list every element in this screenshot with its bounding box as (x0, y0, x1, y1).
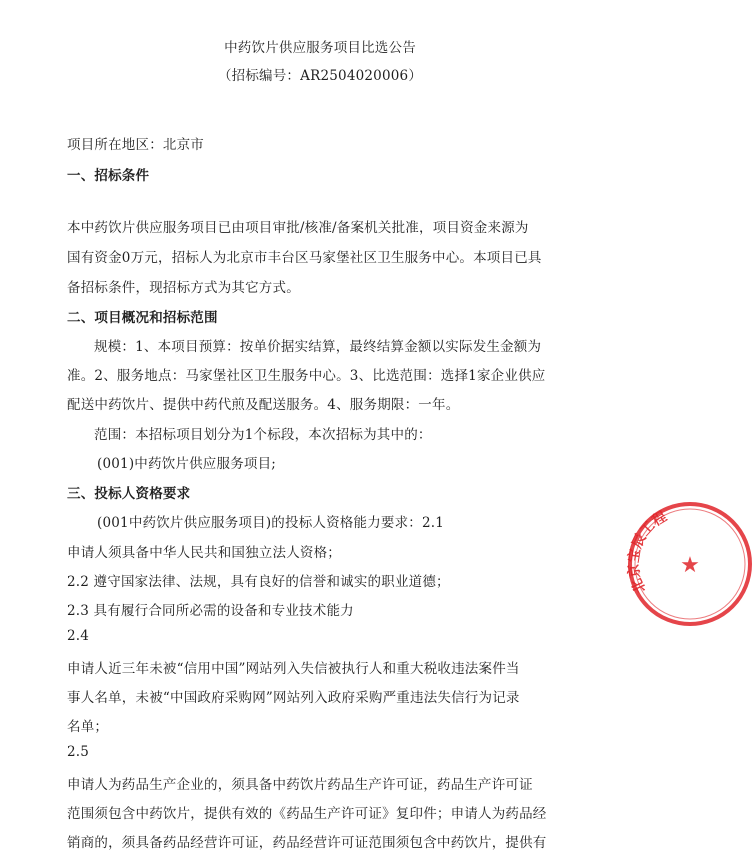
paragraph-line: 申请人近三年未被“信用中国”网站列入失信被执行人和重大税收违法案件当 (67, 661, 520, 677)
paragraph-line: (001)中药饮片供应服务项目; (97, 456, 277, 472)
paragraph-line: 范围：本招标项目划分为1个标段，本次招标为其中的： (94, 427, 432, 443)
paragraph-line: 2.5 (67, 744, 90, 760)
paragraph-line: 本中药饮片供应服务项目已由项目审批/核准/备案机关批准，项目资金来源为 (67, 220, 529, 236)
document-title: 中药饮片供应服务项目比选公告 (224, 40, 416, 56)
paragraph-line: 申请人须具备中华人民共和国独立法人资格； (67, 545, 341, 561)
paragraph-line: 配送中药饮片、提供中药代煎及配送服务。4、服务期限：一年。 (67, 397, 460, 413)
paragraph-line: (001中药饮片供应服务项目)的投标人资格能力要求：2.1 (97, 515, 445, 531)
paragraph-line: 事人名单，未被“中国政府采购网”网站列入政府采购严重违法失信行为记录 (67, 690, 520, 706)
paragraph-line: 2.2 遵守国家法律、法规，具有良好的信誉和诚实的职业道德； (67, 574, 450, 590)
svg-text:★: ★ (680, 553, 700, 578)
section-heading-project-overview: 二、项目概况和招标范围 (67, 310, 218, 326)
paragraph-line: 备招标条件，现招标方式为其它方式。 (67, 280, 300, 296)
paragraph-line: 名单； (67, 719, 109, 735)
section-heading-bidder-qualifications: 三、投标人资格要求 (67, 486, 191, 502)
section-heading-tender-conditions: 一、招标条件 (67, 168, 150, 184)
paragraph-line: 范围须包含中药饮片，提供有效的《药品生产许可证》复印件；申请人为药品经 (67, 806, 547, 822)
paragraph-line: 国有资金0万元，招标人为北京市丰台区马家堡社区卫生服务中心。本项目已具 (67, 250, 542, 266)
paragraph-line: 2.3 具有履行合同所必需的设备和专业技术能力 (67, 603, 354, 619)
project-region: 项目所在地区：北京市 (67, 137, 204, 153)
paragraph-line: 准。2、服务地点：马家堡社区卫生服务中心。3、比选范围：选择1家企业供应 (67, 368, 546, 384)
official-seal-stamp (624, 498, 756, 630)
paragraph-line: 规模：1、本项目预算：按单价据实结算，最终结算金额以实际发生金额为 (94, 339, 542, 355)
paragraph-line: 销商的，须具备药品经营许可证，药品经营许可证范围须包含中药饮片，提供有 (67, 835, 547, 851)
paragraph-line: 2.4 (67, 628, 90, 644)
svg-text:北京宝辰工程: 北京宝辰工程 (625, 508, 670, 596)
paragraph-line: 申请人为药品生产企业的，须具备中药饮片药品生产许可证，药品生产许可证 (67, 777, 533, 793)
tender-number: （招标编号：AR2504020006） (217, 68, 423, 84)
